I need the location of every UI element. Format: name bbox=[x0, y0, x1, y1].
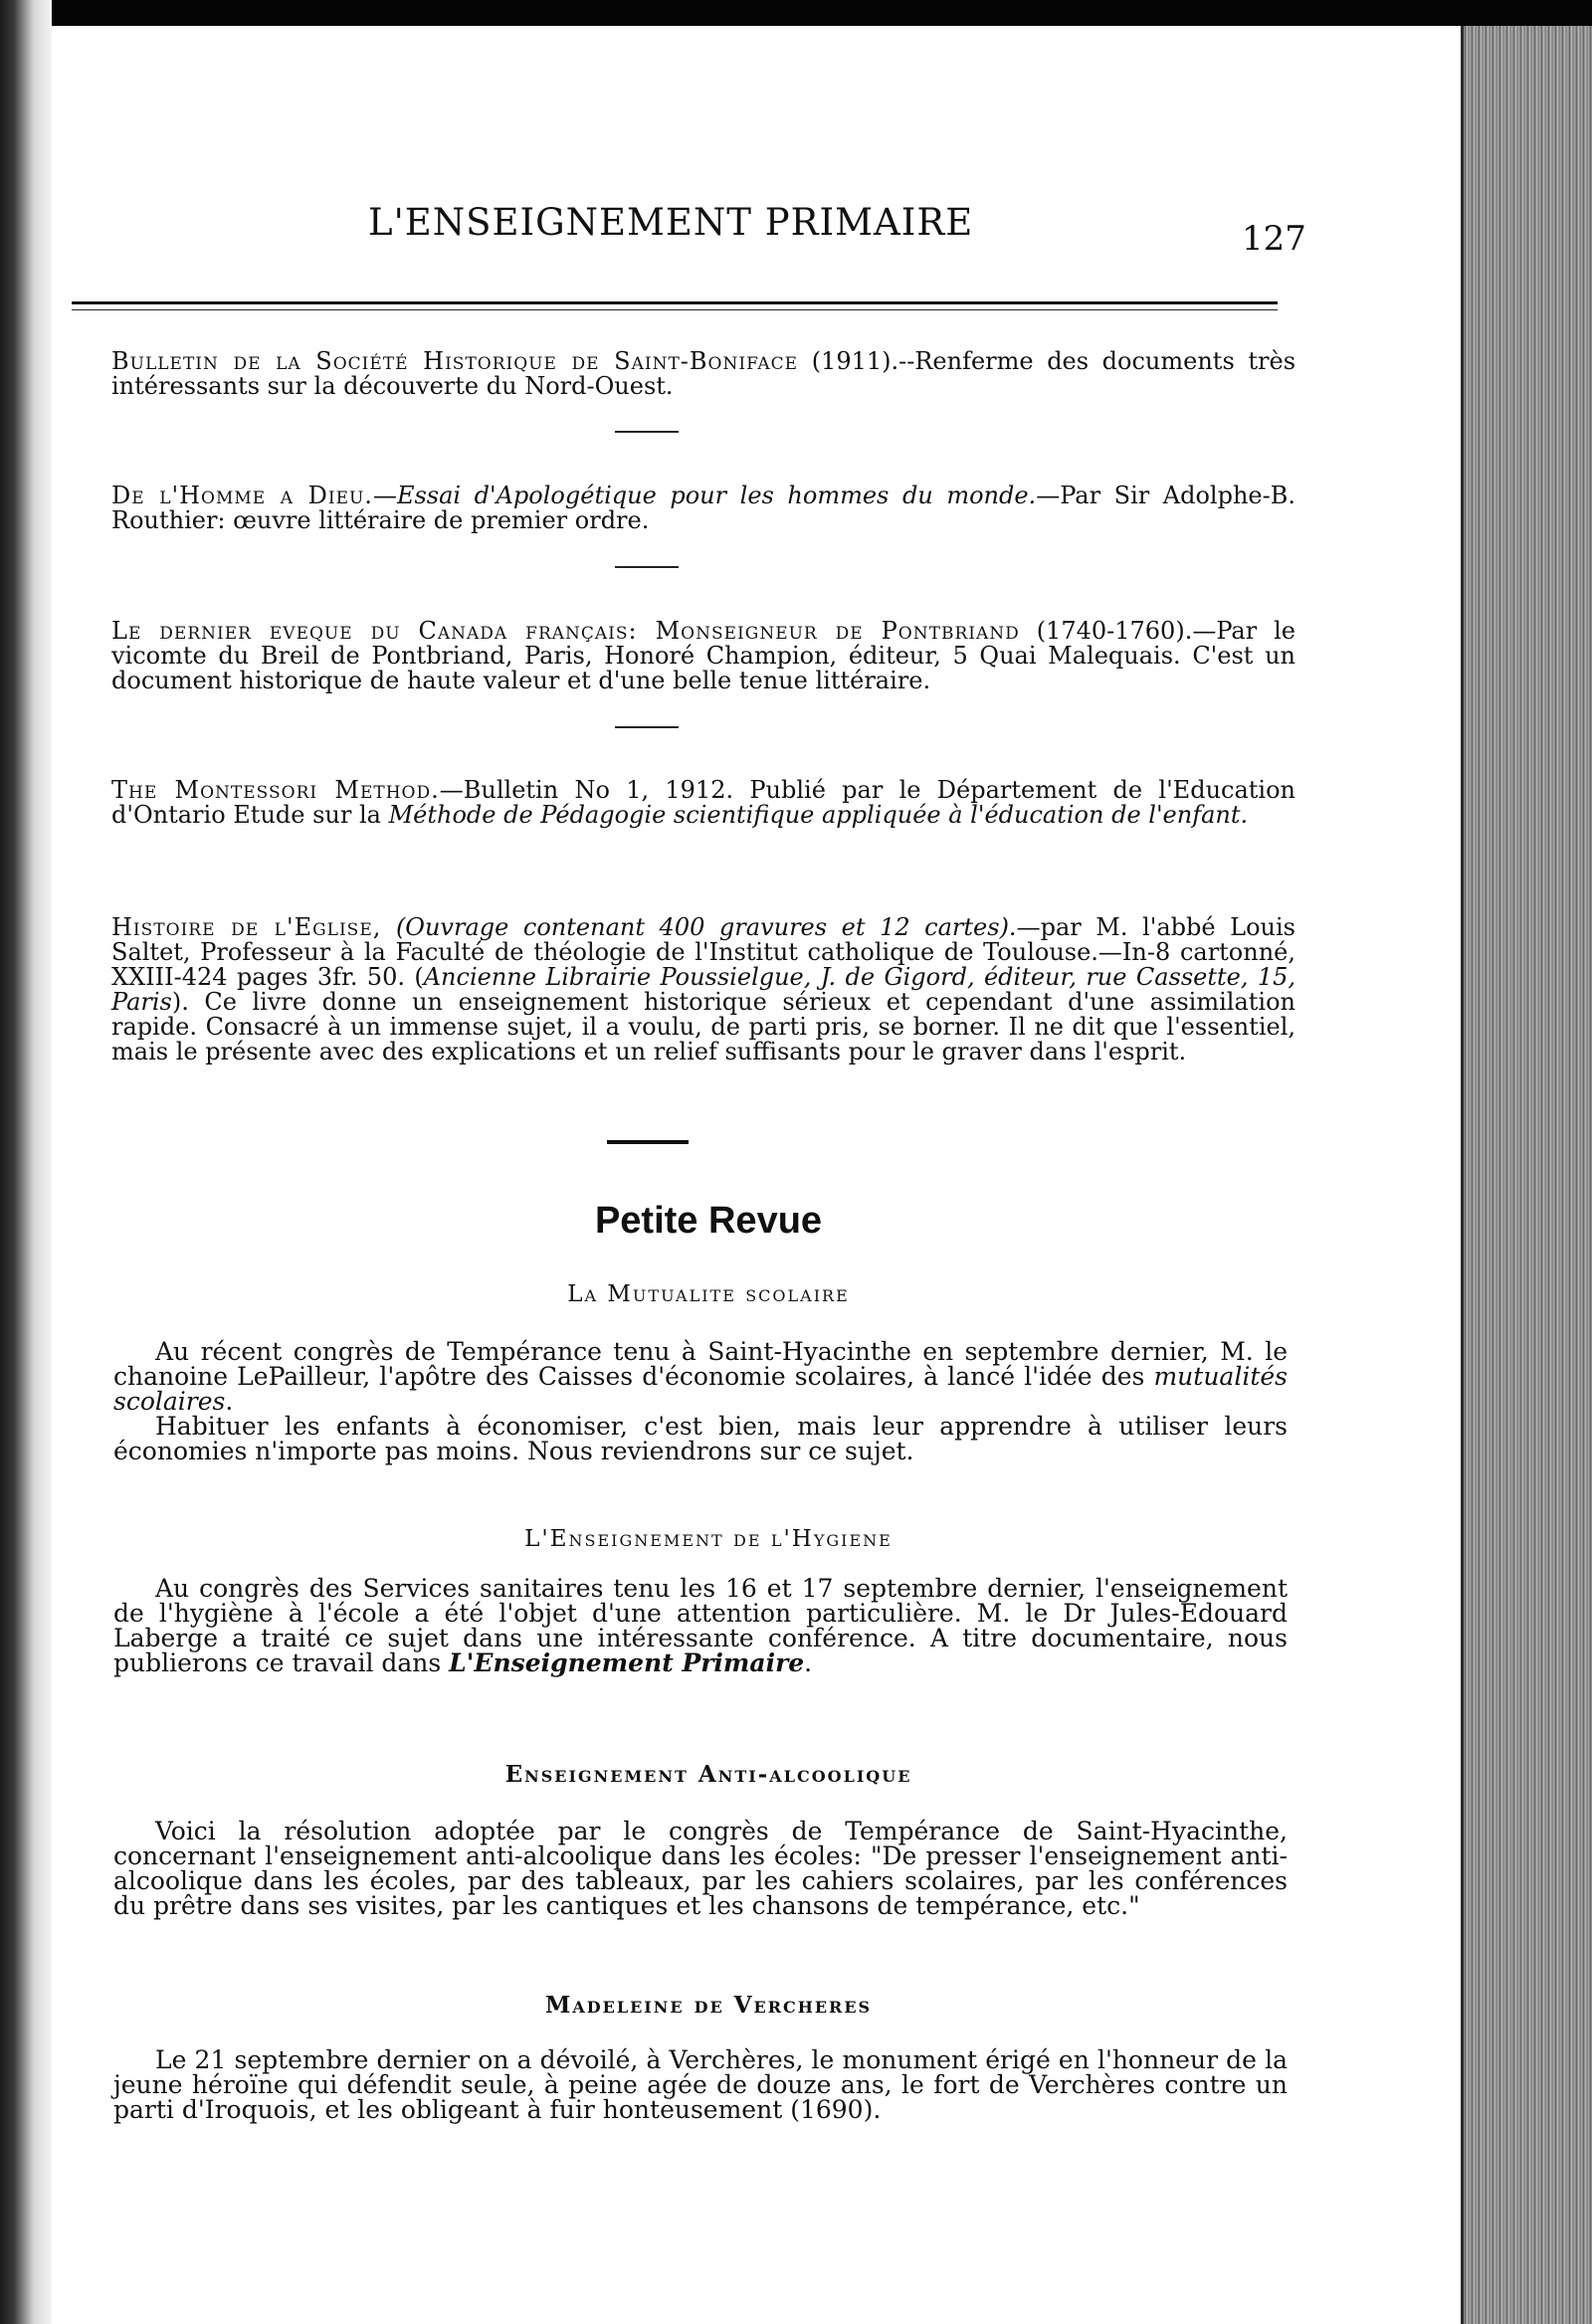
review-title: De l'Homme a Dieu. bbox=[111, 482, 373, 509]
body-paragraph bbox=[113, 1819, 1288, 1918]
section-body-hygiene bbox=[113, 1576, 1288, 1675]
review-entry-pontbriand bbox=[111, 619, 1295, 693]
page bbox=[52, 26, 1461, 2324]
body-italic-run: L'Enseignement Primaire bbox=[449, 1648, 805, 1677]
review-paragraph bbox=[111, 778, 1295, 828]
running-header-title: L'ENSEIGNEMENT PRIMAIRE bbox=[368, 201, 974, 244]
review-paragraph bbox=[111, 349, 1295, 399]
review-text-continued: ). Ce livre donne un enseignement historique sérieux et cependant d'une assimilation rapide. Consacré à un immense sujet, il a voulu, de parti pris, se borner. Il ne dit que l'essentiel, mais le présente avec des explications et un relief suffisants pour le graver dans l'esprit. bbox=[111, 988, 1295, 1065]
subhead-vercheres: Madeleine de Vercheres bbox=[544, 1992, 873, 2019]
page-number: 127 bbox=[1242, 219, 1306, 259]
entry-divider bbox=[615, 726, 679, 728]
review-text: —par M. l'abbé Louis Saltet, Professeur à la Faculté de théologie de l'Institut catholique de Toulouse.—In-8 cartonné, XXIII-424 pages 3fr. 50. ( bbox=[111, 913, 1295, 991]
review-paragraph bbox=[111, 619, 1295, 693]
review-paragraph bbox=[111, 484, 1295, 533]
review-dash: — bbox=[372, 482, 397, 509]
body-text-run: Habituer les enfants à économiser, c'est bien, mais leur apprendre à utiliser leurs économies n'importe pas moins. Nous reviendrons sur ce sujet. bbox=[113, 1412, 1288, 1465]
body-text-run: Au congrès des Services sanitaires tenu les 16 et 17 septembre dernier, l'enseignement de l'hygiène à l'école a été l'objet d'une attention particulière. M. le Dr Jules-Edouard Laberge a traité ce sujet dans une intéressante conférence. A titre documentaire, nous publierons ce travail dans bbox=[113, 1574, 1288, 1677]
review-text: —Bulletin No 1, 1912. Publié par le Département de l'Education d'Ontario Etude sur la bbox=[111, 776, 1295, 829]
subhead-hygiene: L'Enseignement de l'Hygiene bbox=[524, 1526, 893, 1552]
body-paragraph bbox=[113, 1414, 1288, 1463]
body-paragraph bbox=[113, 1339, 1288, 1414]
body-text-tail: . bbox=[804, 1648, 813, 1677]
header-rule-thick bbox=[72, 301, 1278, 304]
petite-revue-heading: Petite Revue bbox=[594, 1200, 823, 1242]
subhead-mutualite: La Mutualite scolaire bbox=[567, 1281, 850, 1307]
review-italic-title: Essai d'Apologétique pour les hommes du monde. bbox=[396, 482, 1037, 509]
body-paragraph bbox=[113, 2047, 1288, 2122]
entry-divider bbox=[615, 431, 679, 433]
review-title: Bulletin de la Société Historique de Saint-Boniface bbox=[111, 347, 799, 375]
review-entry-homme-dieu bbox=[111, 484, 1295, 533]
review-title: Le dernier eveque du Canada français: Monseigneur de Pontbriand bbox=[111, 617, 1020, 645]
review-italic-note: (Ouvrage contenant 400 gravures et 12 cartes). bbox=[395, 913, 1017, 941]
scan-left-border bbox=[0, 0, 52, 2324]
section-body-vercheres bbox=[113, 2047, 1288, 2122]
review-entry-histoire-eglise bbox=[111, 915, 1295, 1065]
section-body-mutualite bbox=[113, 1339, 1288, 1463]
body-paragraph bbox=[113, 1576, 1288, 1675]
review-publisher: Ancienne Librairie Poussielgue, J. de Gigord, éditeur, rue Cassette, 15, Paris bbox=[111, 963, 1295, 1016]
body-text-run: Le 21 septembre dernier on a dévoilé, à Verchères, le monument érigé en l'honneur de la jeune héroïne qui défendit seule, à peine agée de douze ans, le fort de Verchères contre un parti d'Iroquois, et les obligeant à fuir honteusement (1690). bbox=[113, 2045, 1288, 2124]
body-text-tail: . bbox=[225, 1387, 234, 1416]
scan-top-border bbox=[0, 0, 1592, 26]
review-italic-title: Méthode de Pédagogie scientifique appliquée à l'éducation de l'enfant. bbox=[388, 801, 1249, 829]
header-rule-thin bbox=[72, 309, 1278, 310]
review-paragraph bbox=[111, 915, 1295, 1065]
body-italic-run: mutualités scolaires bbox=[113, 1362, 1288, 1416]
subhead-anti-alcoolique: Enseignement Anti-alcoolique bbox=[504, 1761, 912, 1788]
body-text-run: Voici la résolution adoptée par le congrès de Tempérance de Saint-Hyacinthe, concernant l'enseignement anti-alcoolique dans les écoles: "De presser l'enseignement anti-alcoolique dans les écoles, par des tableaux, par les cahiers scolaires, par les conférences du prêtre dans ses visites, par les cantiques et les chansons de tempérance, etc." bbox=[113, 1817, 1288, 1920]
section-divider-bold bbox=[607, 1140, 689, 1144]
section-body-anti-alcoolique bbox=[113, 1819, 1288, 1918]
review-text: —Par Sir Adolphe-B. Routhier: œuvre littéraire de premier ordre. bbox=[111, 482, 1296, 534]
body-text-run: Au récent congrès de Tempérance tenu à Saint-Hyacinthe en septembre dernier, M. le chanoine LePailleur, l'apôtre des Caisses d'économie scolaires, à lancé l'idée des bbox=[113, 1337, 1288, 1391]
review-text: (1740-1760).—Par le vicomte du Breil de Pontbriand, Paris, Honoré Champion, éditeur, 5 Quai Malequais. C'est un document historique de haute valeur et d'une belle tenue littéraire. bbox=[111, 617, 1295, 694]
review-entry-bulletin bbox=[111, 349, 1295, 399]
book-page-edges bbox=[1461, 26, 1592, 2324]
review-text: (1911).--Renferme des documents très intéressants sur la découverte du Nord-Ouest. bbox=[111, 347, 1296, 400]
review-title: Histoire de l'Eglise, bbox=[111, 913, 382, 941]
entry-divider bbox=[615, 566, 679, 568]
review-entry-montessori bbox=[111, 778, 1295, 828]
review-title: The Montessori Method. bbox=[111, 776, 440, 804]
